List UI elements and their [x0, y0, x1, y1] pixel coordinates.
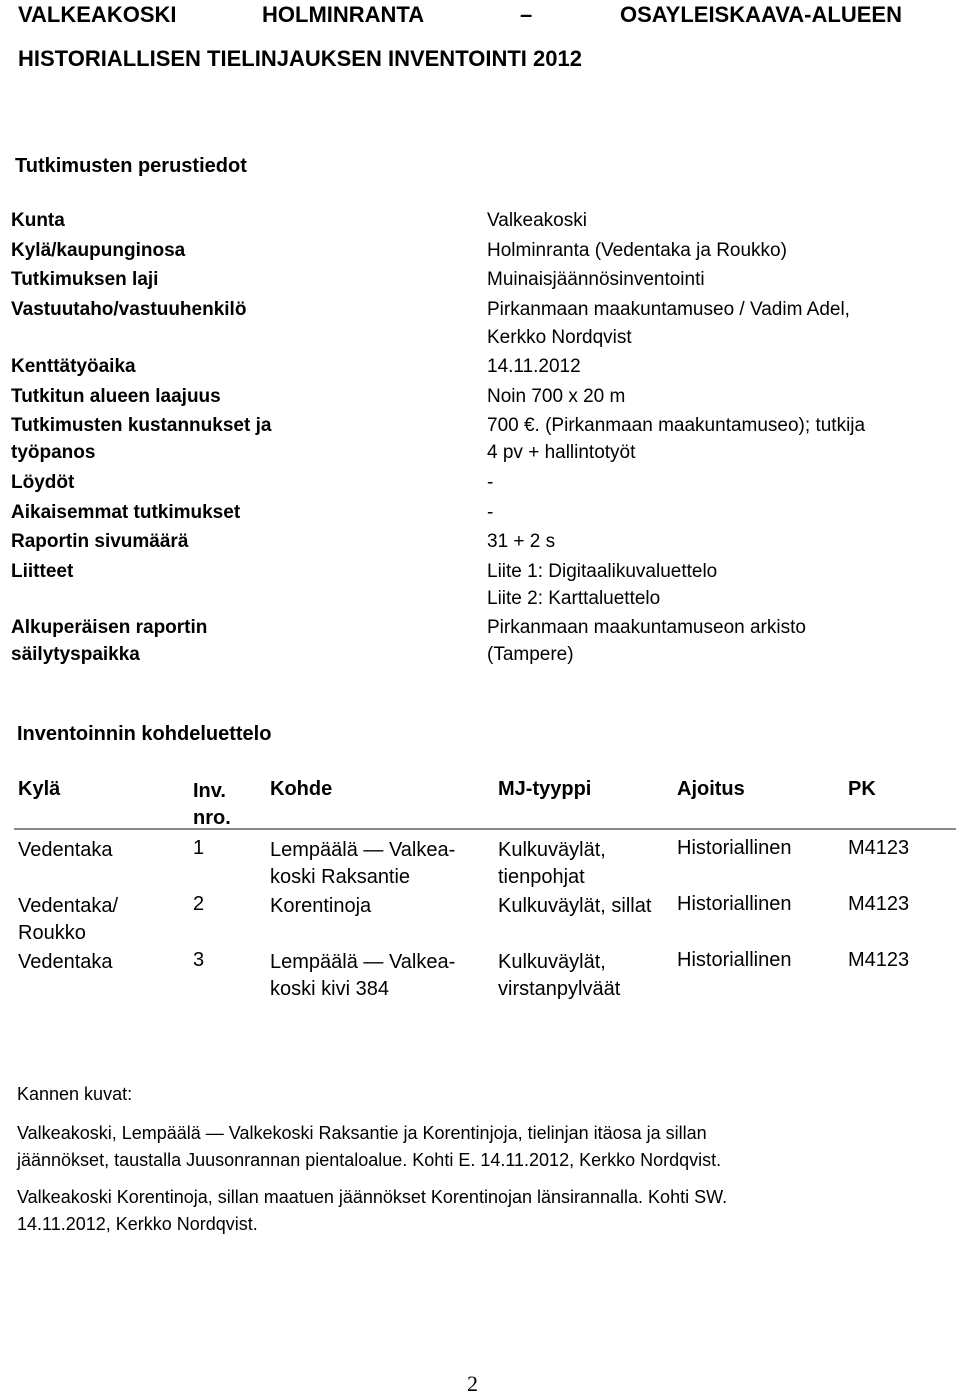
header-municipality: VALKEAKOSKI — [18, 2, 177, 27]
info-value-costs-cont: 4 pv + hallintotyöt — [487, 442, 636, 463]
cell-type: Kulkuväylät, tienpohjat — [498, 839, 606, 888]
info-value-survey-type: Muinaisjäännösinventointi — [487, 269, 705, 290]
cover-photos-heading: Kannen kuvat: — [17, 1084, 133, 1104]
info-value-appendix-2: Liite 2: Karttaluettelo — [487, 588, 661, 609]
cover-caption-1-line-1: Valkeakoski, Lempäälä — Valkekoski Raksantie ja Korentinjoja, tielinjan itäosa ja sillan — [17, 1123, 707, 1143]
column-header-dating: Ajoitus — [677, 778, 745, 800]
cell-type: Kulkuväylät, virstanpylväät — [498, 951, 621, 1000]
cell-pk: M4123 — [848, 949, 910, 971]
info-label-costs: Tutkimusten kustannukset ja — [11, 415, 272, 436]
cell-dating: Historiallinen — [677, 893, 792, 915]
cover-caption-2-line-2: 14.11.2012, Kerkko Nordqvist. — [17, 1214, 258, 1234]
header-dash: – — [520, 2, 533, 27]
info-value-area-size: Noin 700 x 20 m — [487, 386, 626, 407]
info-label-fieldwork: Kenttätyöaika — [11, 356, 136, 377]
column-header-pk: PK — [848, 778, 876, 800]
cell-inv-number: 3 — [193, 949, 205, 971]
cell-type: Kulkuväylät, sillat — [498, 895, 652, 917]
table-header-divider — [14, 828, 956, 830]
info-value-previous: - — [487, 502, 494, 523]
info-label-responsible: Vastuutaho/vastuuhenkilö — [11, 299, 247, 320]
info-label-page-count: Raportin sivumäärä — [11, 531, 189, 552]
info-label-storage: Alkuperäisen raportin — [11, 617, 208, 638]
cover-caption-2-line-1: Valkeakoski Korentinoja, sillan maatuen jäännökset Korentinojan länsirannalla. Kohti SW. — [17, 1187, 728, 1207]
cell-village: Vedentaka — [18, 951, 113, 973]
info-value-appendix-1: Liite 1: Digitaalikuvaluettelo — [487, 561, 718, 582]
cell-pk: M4123 — [848, 837, 910, 859]
cell-village: Vedentaka/ Roukko — [18, 895, 119, 944]
info-value-responsible: Pirkanmaan maakuntamuseo / Vadim Adel, — [487, 299, 850, 320]
info-value-storage-cont: (Tampere) — [487, 644, 574, 665]
info-value-costs: 700 €. (Pirkanmaan maakuntamuseo); tutkija — [487, 415, 866, 436]
section-heading-basic-info: Tutkimusten perustiedot — [15, 155, 247, 177]
cover-caption-1-line-2: jäännökset, taustalla Juusonrannan pientaloalue. Kohti E. 14.11.2012, Kerkko Nordqvist. — [17, 1150, 722, 1170]
cell-dating: Historiallinen — [677, 949, 792, 971]
info-label-area-size: Tutkitun alueen laajuus — [11, 386, 221, 407]
cell-site: Lempäälä — Valkea-koski kivi 384 — [270, 951, 456, 1000]
cell-site: Lempäälä — Valkea-koski Raksantie — [270, 839, 456, 888]
header-area: HOLMINRANTA — [262, 2, 425, 27]
cell-village: Vedentaka — [18, 839, 113, 861]
cell-dating: Historiallinen — [677, 837, 792, 859]
cell-inv-number: 2 — [193, 893, 205, 915]
info-label-appendices: Liitteet — [11, 561, 74, 582]
cell-inv-number: 1 — [193, 837, 205, 859]
info-label-previous: Aikaisemmat tutkimukset — [11, 502, 241, 523]
header-plan: OSAYLEISKAAVA-ALUEEN — [620, 2, 902, 27]
column-header-type: MJ-tyyppi — [498, 778, 592, 800]
info-value-fieldwork: 14.11.2012 — [487, 356, 581, 377]
info-value-page-count: 31 + 2 s — [487, 531, 556, 552]
page-number: 2 — [467, 1371, 478, 1396]
info-value-village: Holminranta (Vedentaka ja Roukko) — [487, 240, 787, 261]
section-heading-inventory: Inventoinnin kohdeluettelo — [17, 723, 272, 745]
cell-site: Korentinoja — [270, 895, 372, 917]
info-label-costs-cont: työpanos — [11, 442, 96, 463]
cell-pk: M4123 — [848, 893, 910, 915]
info-label-municipality: Kunta — [11, 210, 65, 231]
info-label-storage-cont: säilytyspaikka — [11, 644, 140, 665]
info-value-finds: - — [487, 472, 494, 493]
info-label-survey-type: Tutkimuksen laji — [11, 269, 159, 290]
info-label-finds: Löydöt — [11, 472, 75, 493]
info-value-storage: Pirkanmaan maakuntamuseon arkisto — [487, 617, 806, 638]
info-value-municipality: Valkeakoski — [487, 210, 587, 231]
column-header-site: Kohde — [270, 778, 333, 800]
info-value-responsible-cont: Kerkko Nordqvist — [487, 327, 632, 348]
document-title: HISTORIALLISEN TIELINJAUKSEN INVENTOINTI 2012 — [18, 46, 582, 71]
info-label-village: Kylä/kaupunginosa — [11, 240, 186, 261]
column-header-inv-number: Inv. nro. — [193, 780, 231, 829]
column-header-village: Kylä — [18, 778, 61, 800]
